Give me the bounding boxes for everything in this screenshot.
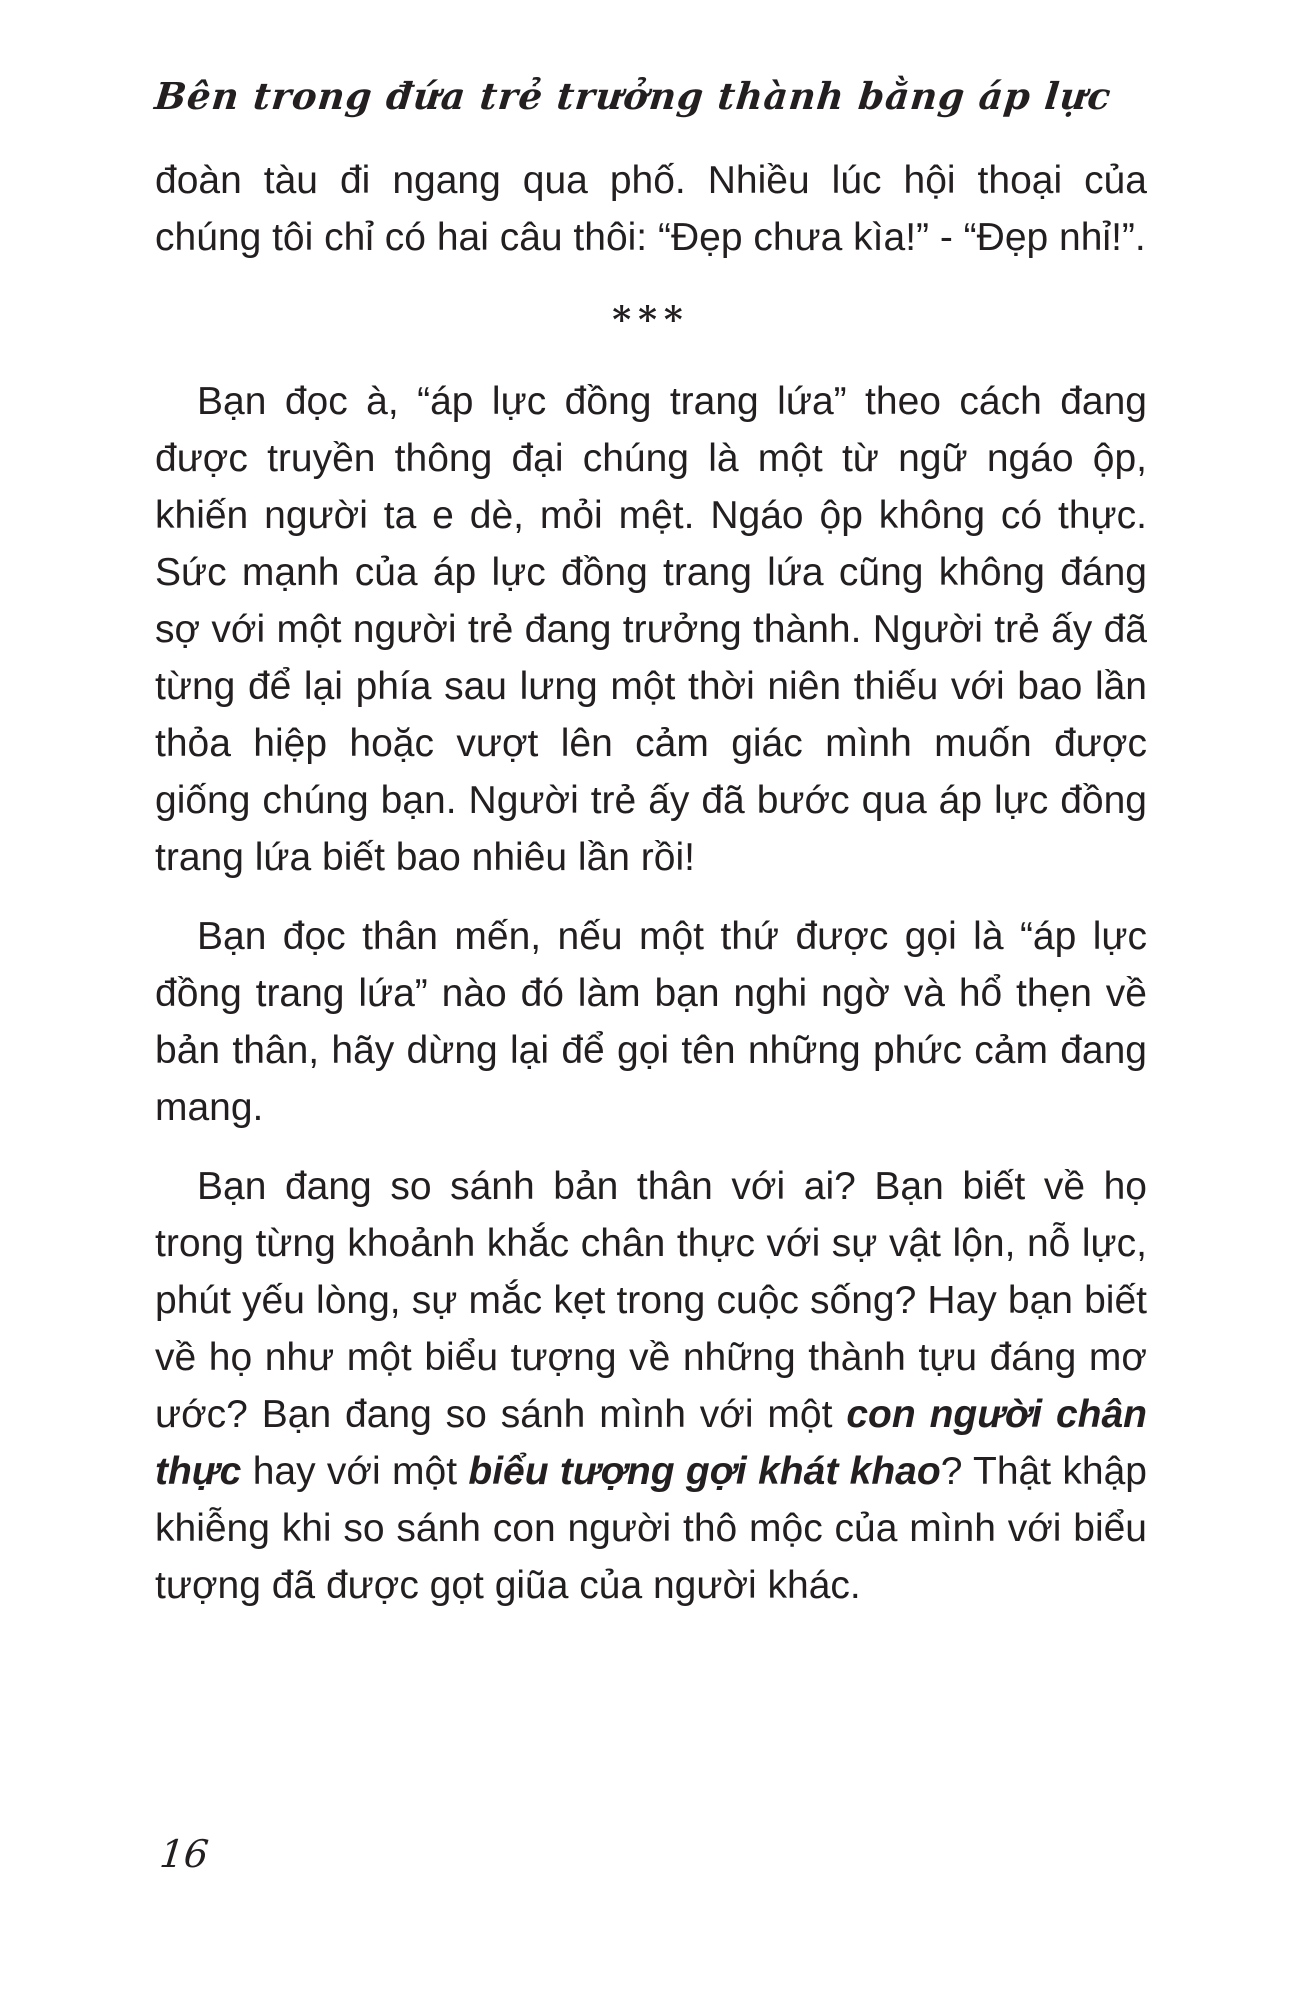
paragraph-comparison — [155, 1158, 1147, 1614]
page-number: 16 — [157, 1832, 211, 1876]
text-run: Bạn đọc à, “áp lực đồng trang lứa” theo cách đang được truyền thông đại chúng là một từ ngữ ngáo ộp, khiến người ta e dè, mỏi mệt. Ngáo ộp không có thực. Sức mạnh của áp lực đồng trang lứa cũng không đáng sợ với một người trẻ đang trưởng thành. Người trẻ ấy đã từng để lại phía sau lưng một thời niên thiếu với bao lần thỏa hiệp hoặc vượt lên cảm giác mình muốn được giống chúng bạn. Người trẻ ấy đã bước qua áp lực đồng trang lứa biết bao nhiêu lần rồi! — [155, 380, 1147, 879]
text-run: đoàn tàu đi ngang qua phố. Nhiều lúc hội thoại của chúng tôi chỉ có hai câu thôi: “Đẹp chưa kìa!” - “Đẹp nhỉ!”. — [155, 159, 1147, 259]
paragraph-continuation — [155, 152, 1147, 266]
section-separator: *** — [612, 299, 690, 341]
emphasis-text: con người chân thực — [155, 1393, 1147, 1493]
text-run: ? Thật khập khiễng khi so sánh con người thô mộc của mình với biểu tượng đã được gọt giũa của người khác. — [155, 1450, 1147, 1607]
running-header: Bên trong đứa trẻ trưởng thành bằng áp lực — [152, 74, 1114, 118]
text-run: hay với một — [241, 1450, 469, 1493]
body-text — [155, 152, 1147, 1614]
text-run: Bạn đang so sánh bản thân với ai? Bạn biết về họ trong từng khoảnh khắc chân thực với sự vật lộn, nỗ lực, phút yếu lòng, sự mắc kẹt trong cuộc sống? Hay bạn biết về họ như một biểu tượng về những thành tựu đáng mơ ước? Bạn đang so sánh mình với một — [155, 1165, 1147, 1436]
text-run: Bạn đọc thân mến, nếu một thứ được gọi là “áp lực đồng trang lứa” nào đó làm bạn nghi ngờ và hổ thẹn về bản thân, hãy dừng lại để gọi tên những phức cảm đang mang. — [155, 915, 1147, 1129]
emphasis-text: biểu tượng gợi khát khao — [468, 1450, 941, 1493]
paragraph-peer-pressure — [155, 373, 1147, 886]
paragraph-dear-reader — [155, 908, 1147, 1136]
